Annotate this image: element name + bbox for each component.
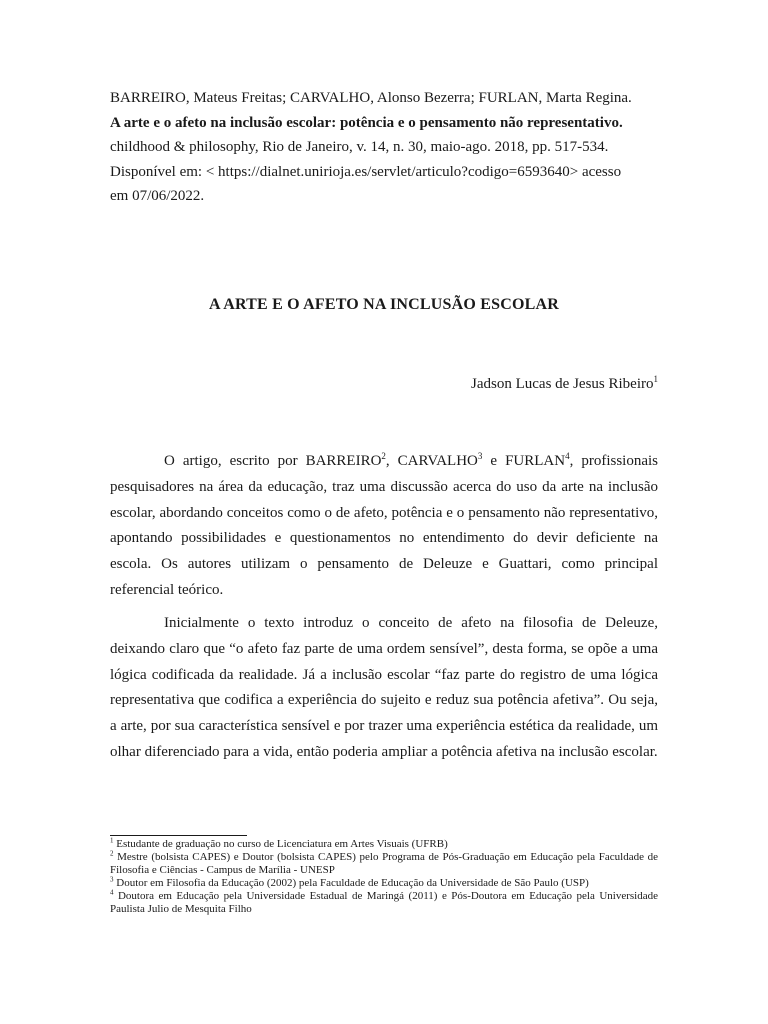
footnote-number: 4 — [110, 888, 114, 897]
footnote-number: 2 — [110, 849, 114, 858]
reference-availability: Disponível em: < https://dialnet.unirioja.es/servlet/articulo?codigo=6593640> acesso — [110, 163, 622, 180]
footnote-3 — [110, 877, 658, 890]
footnote-text: Doutora em Educação pela Universidade Estadual de Maringá (2011) e Pós-Doutora em Educação pela Universidade Paulista Julio de Mesquita Filho — [110, 890, 658, 915]
footnote-ref-4: 4 — [565, 451, 570, 461]
paragraph-1-text — [110, 449, 658, 604]
footnote-ref-3: 3 — [477, 451, 483, 461]
footnote-number: 1 — [110, 836, 114, 845]
footnote-text: Mestre (bolsista CAPES) e Doutor (bolsista CAPES) pelo Programa de Pós-Graduação em Educação pela Faculdade de Filosofia e Ciências - Campus de Marília - UNESP — [110, 851, 658, 876]
body-paragraph-1 — [110, 449, 658, 604]
footnote-1 — [110, 838, 658, 851]
paragraph-1-segment: e FURLAN — [482, 453, 566, 469]
paragraph-1-segment: O artigo, escrito por BARREIRO — [164, 453, 382, 469]
footnotes — [110, 838, 658, 916]
paragraph-2-text: Inicialmente o texto introduz o conceito de afeto na filosofia de Deleuze, deixando claro que “o afeto faz parte de uma ordem sensível”, desta forma, se opõe a uma lógica codificada da realidade. Já a inclusão escolar “faz parte do registro de uma lógica representativa que codifica a experiência do sujeito e reduz sua potência afetiva”. Ou seja, a arte, por sua característica sensível e por trazer uma experiência estética da realidade, um olhar diferenciado para a vida, então poderia ampliar a potência afetiva na inclusão escolar. — [110, 615, 658, 760]
bibliographic-reference — [110, 86, 670, 209]
reference-journal: childhood & philosophy, Rio de Janeiro, v. 14, n. 30, maio-ago. 2018, pp. 517-534. — [110, 139, 609, 155]
paragraph-1-segment: , profissionais pesquisadores na área da educação, traz uma discussão acerca do uso da arte na inclusão escolar, abordando conceitos como o de afeto, potência e o pensamento não representativo, apontando possibilidades e questionamentos no entendimento do devir deficiente na escola. Os autores utilizam o pensamento de Deleuze e Guattari, como principal referencial teórico. — [110, 453, 658, 598]
author-footnote-mark: 1 — [653, 374, 658, 384]
reference-access-date: em 07/06/2022. — [110, 188, 205, 204]
body-paragraph-2 — [110, 611, 658, 766]
document-title: A ARTE E O AFETO NA INCLUSÃO ESCOLAR — [209, 296, 559, 313]
footnote-4 — [110, 890, 658, 916]
author-name: Jadson Lucas de Jesus Ribeiro — [471, 376, 654, 392]
footnote-text: Doutor em Filosofia da Educação (2002) pela Faculdade de Educação da Universidade de São Paulo (USP) — [113, 877, 589, 889]
reference-article-title: A arte e o afeto na inclusão escolar: potência e o pensamento não representativo. — [110, 114, 623, 131]
footnote-separator — [110, 835, 247, 836]
author-line — [471, 376, 658, 393]
footnote-text: Estudante de graduação no curso de Licenciatura em Artes Visuais (UFRB) — [113, 838, 448, 850]
footnote-2 — [110, 851, 658, 877]
reference-authors: BARREIRO, Mateus Freitas; CARVALHO, Alonso Bezerra; FURLAN, Marta Regina. — [110, 90, 632, 106]
footnote-ref-2: 2 — [381, 451, 386, 461]
paragraph-1-segment: , CARVALHO — [385, 453, 478, 469]
footnote-number: 3 — [110, 875, 114, 884]
